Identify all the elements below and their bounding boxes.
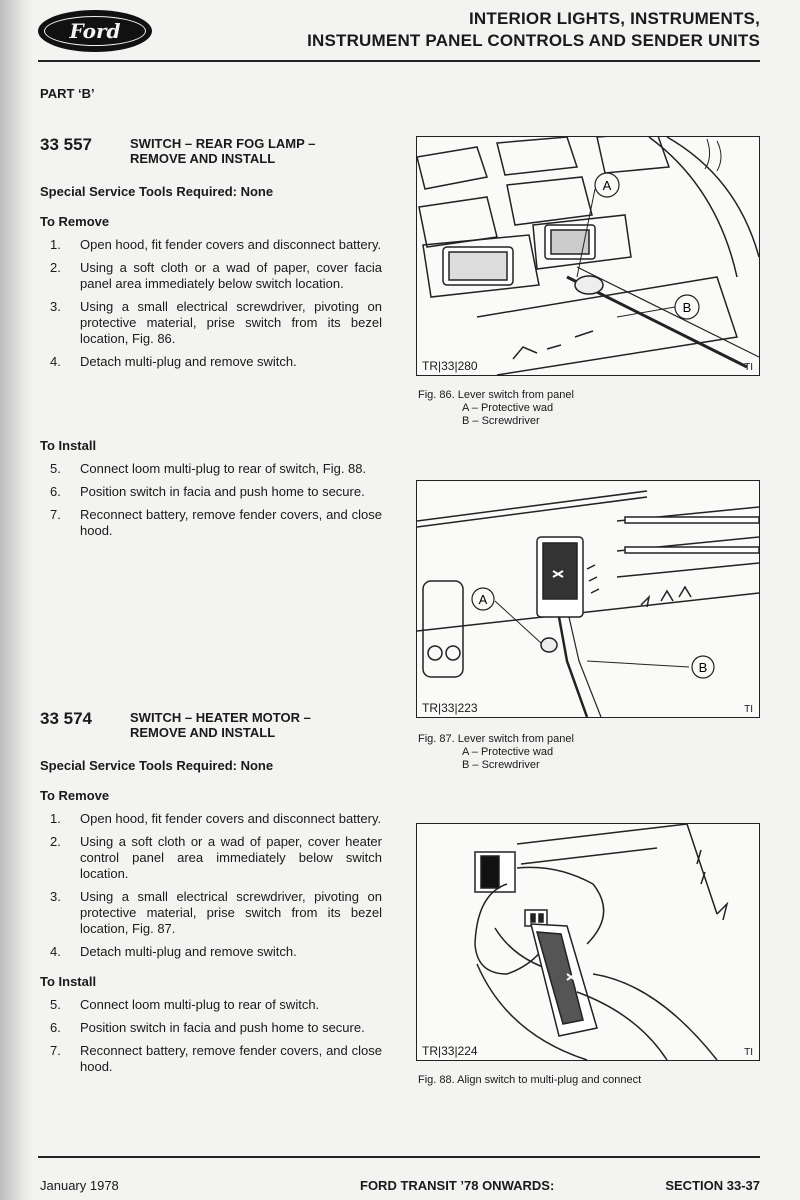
section-heater-motor	[40, 710, 382, 1075]
figure-reference: TR|33|224	[422, 1044, 478, 1058]
footer-publication: FORD TRANSIT ’78 ONWARDS:	[360, 1178, 555, 1193]
section-heading	[40, 710, 382, 740]
to-install-heading: To Install	[40, 974, 97, 989]
figure-86-drawing	[417, 137, 759, 375]
footer-date: January 1978	[40, 1178, 119, 1193]
list-item: 1. Open hood, fit fender covers and disconnect battery.	[50, 237, 382, 252]
section-number: 33 574	[40, 709, 92, 728]
figure-86-illustration	[416, 136, 760, 376]
page-edge-shadow	[0, 0, 34, 1200]
list-item: 6. Position switch in facia and push home to secure.	[50, 1020, 365, 1035]
callout-b: B	[698, 660, 708, 675]
title-line-2: INSTRUMENT PANEL CONTROLS AND SENDER UNITS	[307, 31, 760, 50]
figure-88-drawing	[417, 824, 759, 1060]
logo-wordmark: Ford	[69, 19, 121, 43]
list-item: 2. Using a soft cloth or a wad of paper, cover facia panel area immediately below switch location.	[50, 260, 382, 291]
section-rear-fog-lamp	[40, 136, 382, 539]
figure-87-caption: Fig. 87. Lever switch from panel A – Protective wad B – Screwdriver	[418, 733, 574, 771]
figure-87-drawing	[417, 481, 759, 717]
callout-a: A	[602, 178, 612, 193]
to-remove-heading: To Remove	[40, 214, 110, 229]
figure-86-caption: Fig. 86. Lever switch from panel A – Protective wad B – Screwdriver	[418, 389, 574, 427]
list-item: 6. Position switch in facia and push home to secure.	[50, 484, 365, 499]
figure-ti-mark: TI	[744, 704, 753, 715]
footer-rule	[38, 1156, 760, 1158]
figure-87-illustration	[416, 480, 760, 718]
to-remove-heading: To Remove	[40, 788, 110, 803]
list-item: 2. Using a soft cloth or a wad of paper, cover heater control panel area immediately below switch location.	[50, 834, 382, 881]
callout-b: B	[682, 300, 692, 315]
list-item: 3. Using a small electrical screwdriver, pivoting on protective material, prise switch from its bezel location, Fig. 86.	[50, 299, 382, 346]
list-item: 1. Open hood, fit fender covers and disconnect battery.	[50, 811, 382, 826]
header-rule	[38, 60, 760, 62]
figure-ti-mark: TI	[744, 362, 753, 373]
callout-a: A	[478, 592, 488, 607]
ford-logo	[38, 10, 152, 52]
title-line-1: INTERIOR LIGHTS, INSTRUMENTS,	[468, 9, 760, 28]
list-item: 5. Connect loom multi-plug to rear of switch, Fig. 88.	[50, 461, 367, 476]
section-title: SWITCH – REAR FOG LAMP – REMOVE AND INSTALL	[130, 136, 316, 166]
to-install-heading: To Install	[40, 438, 97, 453]
part-label: PART ‘B’	[40, 86, 95, 101]
figure-88-illustration	[416, 823, 760, 1061]
list-item: 4. Detach multi-plug and remove switch.	[50, 944, 297, 959]
section-title: SWITCH – HEATER MOTOR – REMOVE AND INSTALL	[130, 710, 311, 740]
footer-section: SECTION 33-37	[665, 1178, 760, 1193]
list-item: 7. Reconnect battery, remove fender covers, and close hood.	[50, 1043, 382, 1074]
special-tools-note: Special Service Tools Required: None	[40, 184, 274, 199]
figure-reference: TR|33|223	[422, 701, 478, 715]
section-heading	[40, 136, 382, 166]
figure-ti-mark: TI	[744, 1047, 753, 1058]
special-tools-note: Special Service Tools Required: None	[40, 758, 274, 773]
figure-88-caption: Fig. 88. Align switch to multi-plug and connect	[418, 1074, 642, 1086]
list-item: 5. Connect loom multi-plug to rear of switch.	[50, 997, 320, 1012]
page-title	[307, 8, 760, 52]
list-item: 7. Reconnect battery, remove fender covers, and close hood.	[50, 507, 382, 538]
figure-reference: TR|33|280	[422, 359, 478, 373]
list-item: 4. Detach multi-plug and remove switch.	[50, 354, 297, 369]
section-number: 33 557	[40, 135, 92, 154]
list-item: 3. Using a small electrical screwdriver, pivoting on protective material, prise switch from its bezel location, Fig. 87.	[50, 889, 382, 936]
